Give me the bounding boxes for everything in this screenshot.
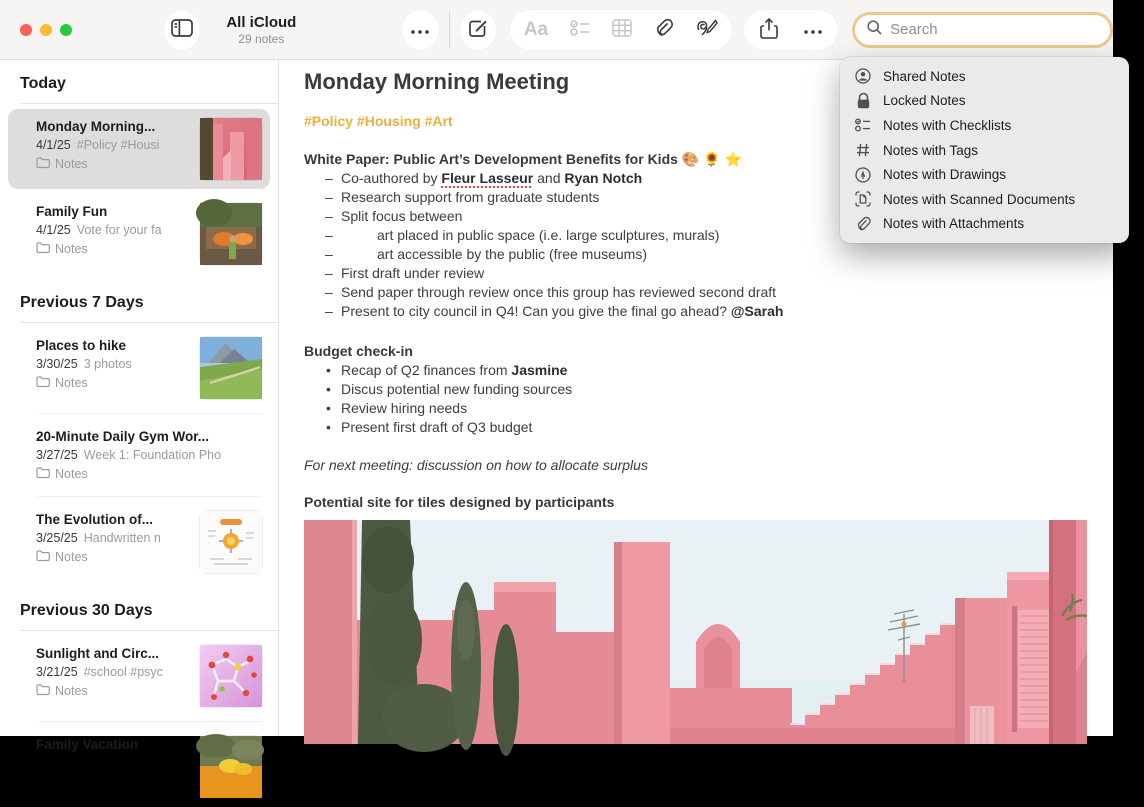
note-row-subtitle [36, 531, 192, 546]
traffic-lights [20, 24, 72, 36]
note-row-folder [36, 550, 192, 565]
folder-icon [36, 242, 50, 257]
note-row-text [36, 736, 192, 753]
share-button[interactable] [760, 18, 778, 42]
menu-item-label: Notes with Tags [883, 142, 979, 158]
folder-name: Notes [55, 242, 88, 256]
menu-item-notes-with-scanned-documents[interactable] [840, 187, 1129, 212]
folder-icon [36, 467, 50, 482]
note-row-title: Sunlight and Circ... [36, 646, 160, 661]
note-row-title: Monday Morning... [36, 119, 156, 134]
note-row-family-fun[interactable] [8, 194, 270, 274]
ellipsis-icon [411, 22, 429, 37]
note-thumbnail-molecule [200, 645, 262, 707]
folder-name: Notes [55, 157, 88, 171]
menu-item-label: Notes with Drawings [883, 167, 1007, 183]
section-header-previous-7-days: Previous 7 Days [20, 294, 144, 311]
menu-item-notes-with-checklists[interactable] [840, 113, 1129, 138]
menu-item-label: Shared Notes [883, 68, 966, 84]
white-paper-heading: White Paper: Public Art’s Development Benefits for Kids 🎨 🌻 ⭐ [304, 151, 742, 167]
list-item: – First draft under review [304, 264, 1089, 283]
budget-list [304, 361, 1089, 437]
list-item: • Review hiring needs [304, 399, 1089, 418]
toolbar-divider [449, 11, 450, 49]
toggle-sidebar-button[interactable] [164, 10, 200, 50]
note-row-subtitle [36, 223, 192, 238]
folder-name: Notes [55, 376, 88, 390]
note-row-text [36, 337, 192, 391]
checklist-icon [854, 118, 872, 132]
zoom-window-button[interactable] [60, 24, 72, 36]
list-item: • Discus potential new funding sources [304, 380, 1089, 399]
markup-button[interactable] [696, 18, 718, 41]
divider [38, 413, 262, 414]
hashtag-icon [854, 143, 872, 157]
paperclip-icon [654, 18, 674, 41]
note-row-preview: Vote for your fa [76, 223, 162, 237]
list-item-text: Present to city council in Q4! Can you give the final go ahead? [341, 303, 731, 319]
note-row-folder [36, 242, 192, 257]
folder-icon [36, 550, 50, 565]
note-tags[interactable]: #Policy #Housing #Art [304, 113, 453, 129]
search-filter-menu [840, 57, 1129, 243]
folder-name: Notes [55, 684, 88, 698]
note-row-family-vacation[interactable] [8, 727, 270, 807]
close-window-button[interactable] [20, 24, 32, 36]
list-item-text: and [533, 170, 565, 186]
attach-button[interactable] [654, 18, 674, 41]
note-list [0, 60, 279, 752]
folder-name: Notes [55, 467, 88, 481]
note-row-evolution[interactable] [8, 502, 270, 582]
notes-count: 29 notes [238, 31, 285, 46]
folder-icon [36, 376, 50, 391]
list-subitem: – art accessible by the public (free museums) [304, 245, 1089, 264]
scribble-pen-icon [696, 18, 718, 41]
list-item [304, 361, 1089, 380]
menu-item-notes-with-drawings[interactable] [840, 162, 1129, 187]
note-row-folder [36, 157, 192, 172]
checklist-icon [570, 19, 590, 40]
window-title-group [216, 14, 306, 46]
menu-item-label: Notes with Scanned Documents [883, 191, 1076, 207]
note-thumbnail-lemons [200, 736, 262, 798]
menu-item-shared-notes[interactable] [840, 64, 1129, 89]
note-title: Monday Morning Meeting [304, 69, 570, 94]
note-row-text [36, 203, 192, 257]
note-row-date: 4/1/25 [36, 138, 71, 152]
note-row-date: 3/27/25 [36, 448, 78, 462]
note-row-subtitle [36, 665, 192, 680]
note-row-places-to-hike[interactable] [8, 328, 270, 408]
share-icon [760, 18, 778, 42]
note-row-preview: #Policy #Housi [76, 138, 160, 152]
note-row-monday-morning[interactable] [8, 109, 270, 189]
note-row-subtitle [36, 357, 192, 372]
menu-item-notes-with-tags[interactable] [840, 138, 1129, 163]
pencil-circle-icon [854, 167, 872, 183]
note-row-date: 4/1/25 [36, 223, 71, 237]
folder-icon [36, 157, 50, 172]
list-subitem: – art placed in public space (i.e. large sculptures, murals) [304, 226, 1089, 245]
budget-heading: Budget check-in [304, 343, 413, 359]
note-row-date: 3/25/25 [36, 531, 78, 545]
list-item-text: Co-authored by [341, 170, 442, 186]
search-icon [867, 20, 882, 40]
document-scan-icon [854, 191, 872, 207]
table-icon [612, 19, 632, 40]
share-toolbar [744, 10, 838, 50]
note-row-sunlight[interactable] [8, 636, 270, 716]
menu-item-label: Notes with Checklists [883, 117, 1012, 133]
divider [20, 630, 278, 631]
person-name: Ryan Notch [564, 170, 643, 186]
window-title: All iCloud [226, 13, 297, 31]
menu-item-label: Notes with Attachments [883, 216, 1025, 232]
list-item: – Research support from graduate students [304, 188, 1089, 207]
next-meeting-note: For next meeting: discussion on how to allocate surplus [304, 457, 648, 473]
list-options-button[interactable] [402, 10, 438, 50]
search-input[interactable] [888, 20, 1098, 39]
checklist-button[interactable] [570, 19, 590, 40]
menu-item-locked-notes[interactable] [840, 89, 1129, 114]
note-row-preview: Handwritten n [83, 531, 161, 545]
note-thumbnail-pink-building [200, 118, 262, 180]
list-item: • Present first draft of Q3 budget [304, 418, 1089, 437]
folder-icon [36, 684, 50, 699]
note-row-subtitle [36, 448, 262, 463]
note-row-gym-workout[interactable] [8, 419, 270, 491]
list-item: – Send paper through review once this group has reviewed second draft [304, 283, 1089, 302]
menu-item-notes-with-attachments[interactable] [840, 212, 1129, 237]
folder-name: Notes [55, 550, 88, 564]
text-format-icon: Aa [523, 18, 549, 40]
ellipsis-icon [804, 22, 822, 37]
note-row-text [36, 645, 192, 699]
lock-icon [854, 93, 872, 109]
list-item-text: Recap of Q2 finances from [341, 362, 512, 378]
note-row-text [36, 118, 192, 172]
note-row-folder [36, 376, 192, 391]
note-row-preview: #school #psyc [83, 665, 163, 679]
person-name: Fleur Lasseur [441, 170, 534, 186]
divider [20, 103, 278, 104]
divider [20, 322, 278, 323]
search-field[interactable] [852, 12, 1113, 48]
note-row-text [36, 428, 262, 482]
note-row-folder [36, 684, 192, 699]
divider [38, 496, 262, 497]
note-row-subtitle [36, 138, 192, 153]
note-row-title: Family Fun [36, 204, 108, 219]
note-row-date: 3/21/25 [36, 665, 78, 679]
person-circle-icon [854, 68, 872, 84]
table-button[interactable] [612, 19, 632, 40]
note-row-preview: 3 photos [83, 357, 132, 371]
menu-item-label: Locked Notes [883, 93, 966, 109]
format-toolbar [510, 10, 732, 50]
list-item: – Split focus between [304, 207, 1089, 226]
note-row-preview: Week 1: Foundation Pho [83, 448, 222, 462]
note-row-date: 3/30/25 [36, 357, 78, 371]
section-header-previous-30-days: Previous 30 Days [20, 602, 153, 619]
photo-heading: Potential site for tiles designed by participants [304, 494, 615, 510]
attached-photo-pink-building[interactable] [304, 520, 1087, 744]
note-row-title: Family Vacation [36, 737, 139, 752]
note-thumbnail-family-fun [200, 203, 262, 265]
note-row-title: 20-Minute Daily Gym Wor... [36, 429, 210, 444]
section-header-today: Today [20, 75, 66, 92]
note-row-title: The Evolution of... [36, 512, 153, 527]
paperclip-icon [854, 216, 872, 232]
sidebar-toggle-icon [171, 19, 193, 40]
compose-icon [468, 18, 488, 41]
text-format-button[interactable] [524, 20, 548, 40]
more-options-button[interactable] [804, 22, 822, 37]
divider [38, 721, 262, 722]
note-row-folder [36, 467, 262, 482]
mention[interactable]: @Sarah [730, 303, 784, 319]
minimize-window-button[interactable] [40, 24, 52, 36]
new-note-button[interactable] [460, 10, 496, 50]
note-row-title: Places to hike [36, 338, 127, 353]
note-thumbnail-handwriting [200, 511, 262, 573]
person-name: Jasmine [511, 362, 568, 378]
list-item [304, 302, 1089, 321]
note-thumbnail-mountain [200, 337, 262, 399]
titlebar [0, 0, 1113, 60]
note-row-text [36, 511, 192, 565]
